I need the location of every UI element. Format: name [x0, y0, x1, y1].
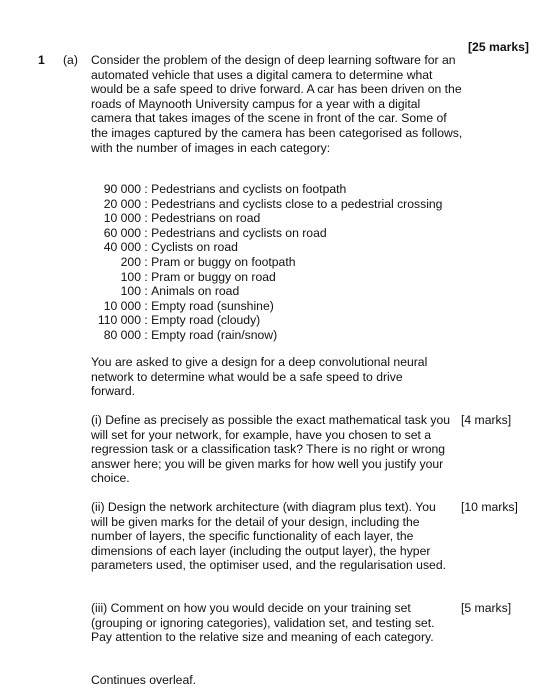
category-label: Pedestrians and cyclists on footpath	[151, 182, 347, 196]
question-part-label: (a)	[63, 53, 78, 67]
category-label: Pedestrians and cyclists close to a pedestrial crossing	[151, 196, 443, 211]
category-row: 100 : Pram or buggy on road	[89, 270, 442, 285]
category-row: 110 000 : Empty road (cloudy)	[89, 313, 442, 328]
category-row: 100 : Animals on road	[89, 284, 442, 299]
category-label: Animals on road	[151, 284, 240, 299]
category-count: 10 000	[103, 211, 141, 226]
subpart-iii-marks: [5 marks]	[461, 601, 512, 615]
category-label: Cyclists on road	[151, 240, 238, 255]
question-number: 1	[38, 53, 45, 67]
continues-overleaf-note: Continues overleaf.	[91, 673, 197, 687]
category-label: Empty road (cloudy)	[151, 313, 261, 328]
category-count: 60 000	[103, 225, 141, 240]
category-row: 10 000 : Pedestrians on road	[89, 211, 442, 226]
category-row: 20 000 : Pedestrians and cyclists close to a pedestrial crossing	[89, 197, 442, 212]
category-row: 80 000 : Empty road (rain/snow)	[89, 328, 442, 343]
category-label: Empty road (rain/snow)	[151, 327, 278, 342]
task-paragraph: You are asked to give a design for a deep convolutional neural network to determine what would be a safe speed to drive forward.	[91, 355, 428, 399]
subpart-ii-text: (ii) Design the network architecture (with diagram plus text). You will be given marks for the detail of your design, including the number of layers, the specific functionality of each layer, the dimensions of each layer (including the output layer), the hyper parameters used, the optimiser used, and the regularisation used.	[91, 500, 446, 573]
category-count: 40 000	[103, 240, 141, 255]
category-label: Pram or buggy on footpath	[151, 254, 296, 269]
question-intro-paragraph: Consider the problem of the design of deep learning software for an automated vehicle that uses a digital camera to determine what would be a safe speed to drive forward. A car has been driven on the roads of Maynooth University campus for a year with a digital camera that takes images of the scene in front of the car. Some of the images captured by the camera has been categorised as follows, with the number of images in each category:	[91, 53, 463, 155]
category-count: 90 000	[103, 182, 141, 196]
category-row: 10 000 : Empty road (sunshine)	[89, 299, 442, 314]
category-label: Empty road (sunshine)	[151, 298, 274, 313]
category-label: Pram or buggy on road	[151, 269, 276, 284]
category-count: 100	[120, 284, 141, 299]
category-row: 200 : Pram or buggy on footpath	[89, 255, 442, 270]
category-count: 100	[120, 269, 141, 284]
category-count: 80 000	[103, 327, 141, 342]
category-row: 40 000 : Cyclists on road	[89, 240, 442, 255]
category-count: 20 000	[103, 196, 141, 211]
subpart-i-text: (i) Define as precisely as possible the exact mathematical task you will set for your network, for example, have you chosen to set a regression task or a classification task? There is no right or wrong answer here; you will be given marks for how well you justify your choice.	[91, 413, 451, 486]
category-list	[89, 182, 442, 343]
subpart-iii-text: (iii) Comment on how you would decide on your training set (grouping or ignoring categories), validation set, and testing set. Pay attention to the relative size and meaning of each category.	[91, 601, 435, 645]
category-count: 200	[120, 254, 141, 269]
category-row: 90 000 : Pedestrians and cyclists on footpath	[89, 182, 442, 197]
category-label: Pedestrians on road	[151, 211, 261, 226]
category-count: 10 000	[103, 298, 141, 313]
category-row: 60 000 : Pedestrians and cyclists on road	[89, 226, 442, 241]
subpart-ii-marks: [10 marks]	[461, 500, 518, 514]
total-marks: [25 marks]	[468, 40, 529, 54]
category-count: 110 000	[97, 313, 141, 328]
category-label: Pedestrians and cyclists on road	[151, 225, 327, 240]
subpart-i-marks: [4 marks]	[461, 413, 512, 427]
